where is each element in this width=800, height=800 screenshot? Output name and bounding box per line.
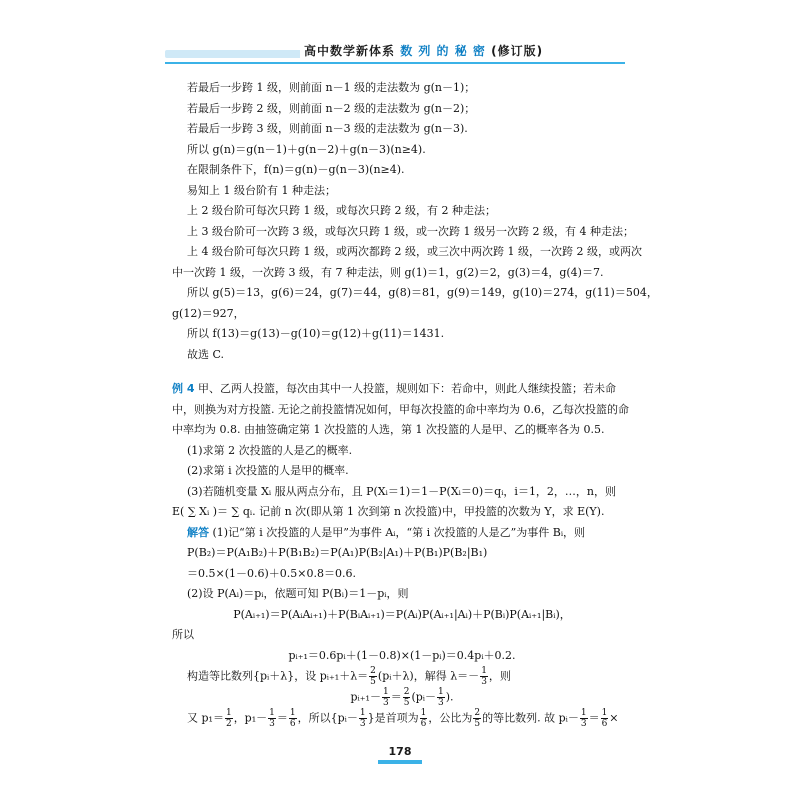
- fraction-numerator: 1: [225, 708, 232, 718]
- solution-text: ，则: [488, 669, 511, 683]
- formula-line: pᵢ₊₁＝0.6pᵢ＋(1－0.8)×(1－pᵢ)＝0.4pᵢ＋0.2.: [288, 648, 516, 662]
- example-text: 甲、乙两人投篮，每次由其中一人投篮，规则如下：若命中，则此人继续投篮；若未命: [197, 382, 616, 395]
- text-line: 若最后一步跨 3 级，则前面 n－3 级的走法数为 g(n－3).: [187, 122, 468, 135]
- fraction: [480, 666, 488, 687]
- fraction-denominator: 5: [474, 719, 481, 729]
- running-title-suffix: (修订版): [491, 44, 544, 58]
- solution-text: ×: [609, 711, 619, 725]
- fraction: [359, 708, 367, 729]
- fraction-denominator: 5: [370, 677, 376, 687]
- fraction-numerator: 1: [382, 687, 389, 697]
- example-line: 中率均为 0.8. 由抽签确定第 1 次投篮的人选，第 1 次投篮的人是甲、乙的概率各为 0.5.: [172, 423, 605, 436]
- solution-text: ，所以{pᵢ－: [297, 711, 358, 725]
- example-label: 例 4: [172, 382, 195, 395]
- running-title: [300, 42, 547, 59]
- fraction-denominator: 5: [403, 698, 410, 708]
- solution-label: 解答: [187, 525, 209, 539]
- text-line: 若最后一步跨 1 级，则前面 n－1 级的走法数为 g(n－1)；: [187, 81, 476, 94]
- solution-text: 的等比数列. 故 pᵢ－: [482, 711, 579, 725]
- fraction: [225, 708, 233, 729]
- solution-text: ，p₁－: [233, 711, 268, 725]
- fraction-denominator: 6: [289, 719, 296, 729]
- fraction: [473, 708, 481, 729]
- page-number: 178: [388, 745, 412, 758]
- fraction-denominator: 3: [359, 719, 366, 729]
- text-line: 上 2 级台阶可每次只跨 1 级，或每次只跨 2 级，有 2 种走法；: [187, 204, 496, 217]
- fraction: [382, 687, 390, 708]
- fraction: [268, 708, 276, 729]
- running-title-book: 数 列 的 秘 密: [400, 44, 486, 58]
- fraction: [403, 687, 411, 708]
- page-header: [0, 40, 800, 66]
- question-line: E( ∑ Xᵢ )＝ ∑ qᵢ. 记前 n 次(即从第 1 次到第 n 次投篮)中，甲投篮的次数为 Y，求 E(Y).: [172, 505, 605, 518]
- page-number-underline: [378, 760, 422, 764]
- text-line: 故选 C.: [187, 347, 225, 361]
- fraction: [601, 708, 609, 729]
- text-line: 所以 g(n)＝g(n－1)＋g(n－2)＋g(n－3)(n≥4).: [187, 142, 426, 156]
- fraction: [289, 708, 297, 729]
- fraction: [580, 708, 588, 729]
- text-line: 在限制条件下，f(n)＝g(n)－g(n－3)(n≥4).: [187, 163, 405, 176]
- text-line: 上 3 级台阶可一次跨 3 级，或每次只跨 1 级，或一次跨 1 级另一次跨 2 级，有 4 种走法；: [187, 224, 634, 238]
- solution-text: (1)记“第 i 次投篮的人是甲”为事件 Aᵢ，“第 i 次投篮的人是乙”为事件 Bᵢ，则: [212, 525, 586, 539]
- question-line: (3)若随机变量 Xᵢ 服从两点分布，且 P(Xᵢ＝1)＝1－P(Xᵢ＝0)＝qᵢ，i＝1，2，…，n，则: [187, 484, 617, 498]
- formula-text: ＝: [390, 690, 402, 704]
- fraction-denominator: 6: [601, 719, 608, 729]
- solution-line: [172, 523, 632, 544]
- fraction: [420, 708, 428, 729]
- fraction-numerator: 2: [370, 666, 376, 676]
- example-line: [172, 379, 632, 400]
- fraction-numerator: 2: [403, 687, 410, 697]
- text-line: 上 4 级台阶可每次只跨 1 级，或两次都跨 2 级，或三次中两次跨 1 级，一次跨 2 级，或两次: [187, 245, 642, 258]
- example-line: 中，则换为对方投篮. 无论之前投篮情况如何，甲每次投篮的命中率均为 0.6，乙每次投篮的命: [172, 402, 629, 416]
- fraction-numerator: 2: [474, 708, 481, 718]
- solution-line: 所以: [172, 628, 194, 641]
- fraction-denominator: 6: [420, 719, 427, 729]
- text-line: 若最后一步跨 2 级，则前面 n－2 级的走法数为 g(n－2)；: [187, 101, 476, 115]
- fraction-numerator: 1: [481, 666, 487, 676]
- question-line: (1)求第 2 次投篮的人是乙的概率.: [187, 443, 353, 457]
- formula-line: P(Aᵢ₊₁)＝P(AᵢAᵢ₊₁)＋P(BᵢAᵢ₊₁)＝P(Aᵢ)P(Aᵢ₊₁|Aᵢ)＋P(Bᵢ)P(Aᵢ₊₁|Bᵢ)，: [233, 607, 571, 621]
- solution-text: ，公比为: [428, 711, 473, 725]
- fraction-denominator: 3: [580, 719, 587, 729]
- question-line: (2)求第 i 次投篮的人是甲的概率.: [187, 464, 349, 477]
- formula-text: (pᵢ－: [411, 690, 436, 704]
- fraction-denominator: 3: [481, 677, 487, 687]
- solution-text: ＝: [588, 711, 600, 725]
- fraction-numerator: 1: [420, 708, 427, 718]
- fraction-numerator: 1: [269, 708, 275, 718]
- fraction-numerator: 1: [437, 687, 444, 697]
- solution-text: 又 p₁＝: [187, 711, 224, 725]
- fraction-numerator: 1: [359, 708, 366, 718]
- solution-text: 构造等比数列{pᵢ＋λ}，设 pᵢ₊₁＋λ＝: [187, 669, 369, 683]
- solution-line: [172, 708, 632, 729]
- fraction-numerator: 1: [601, 708, 608, 718]
- header-rule: [165, 62, 625, 64]
- formula-text: pᵢ₊₁－: [350, 690, 381, 704]
- solution-line: ＝0.5×(1－0.6)＋0.5×0.8＝0.6.: [187, 566, 356, 580]
- text-line: 所以 f(13)＝g(13)－g(10)＝g(12)＋g(11)＝1431.: [187, 327, 445, 340]
- solution-line: [172, 666, 632, 687]
- fraction-denominator: 3: [382, 698, 389, 708]
- text-line: g(12)＝927，: [172, 306, 245, 320]
- formula-text: ).: [445, 690, 454, 704]
- page-body: [172, 78, 658, 729]
- formula-line: [172, 687, 632, 708]
- fraction-numerator: 1: [580, 708, 587, 718]
- fraction-denominator: 3: [437, 698, 444, 708]
- fraction: [437, 687, 445, 708]
- fraction-numerator: 1: [289, 708, 296, 718]
- text-line: 所以 g(5)＝13，g(6)＝24，g(7)＝44，g(8)＝81，g(9)＝149，g(10)＝274，g(11)＝504，: [187, 286, 658, 299]
- text-line: 中一次跨 1 级，一次跨 3 级，有 7 种走法，则 g(1)＝1，g(2)＝2，g(3)＝4，g(4)＝7.: [172, 265, 604, 279]
- running-title-prefix: 高中数学新体系: [304, 44, 396, 58]
- text-line: 易知上 1 级台阶有 1 种走法；: [187, 183, 336, 197]
- fraction-denominator: 2: [225, 719, 232, 729]
- solution-line: P(B₂)＝P(A₁B₂)＋P(B₁B₂)＝P(A₁)P(B₂|A₁)＋P(B₁)P(B₂|B₁): [187, 546, 488, 559]
- section-gap: [172, 365, 632, 379]
- fraction-denominator: 3: [269, 719, 275, 729]
- solution-line: (2)设 P(Aᵢ)＝pᵢ，依题可知 P(Bᵢ)＝1－pᵢ，则: [187, 587, 409, 600]
- fraction: [369, 666, 377, 687]
- solution-text: (pᵢ＋λ)，解得 λ＝－: [377, 669, 480, 683]
- solution-text: ＝: [276, 711, 288, 725]
- solution-text: }是首项为: [367, 711, 419, 725]
